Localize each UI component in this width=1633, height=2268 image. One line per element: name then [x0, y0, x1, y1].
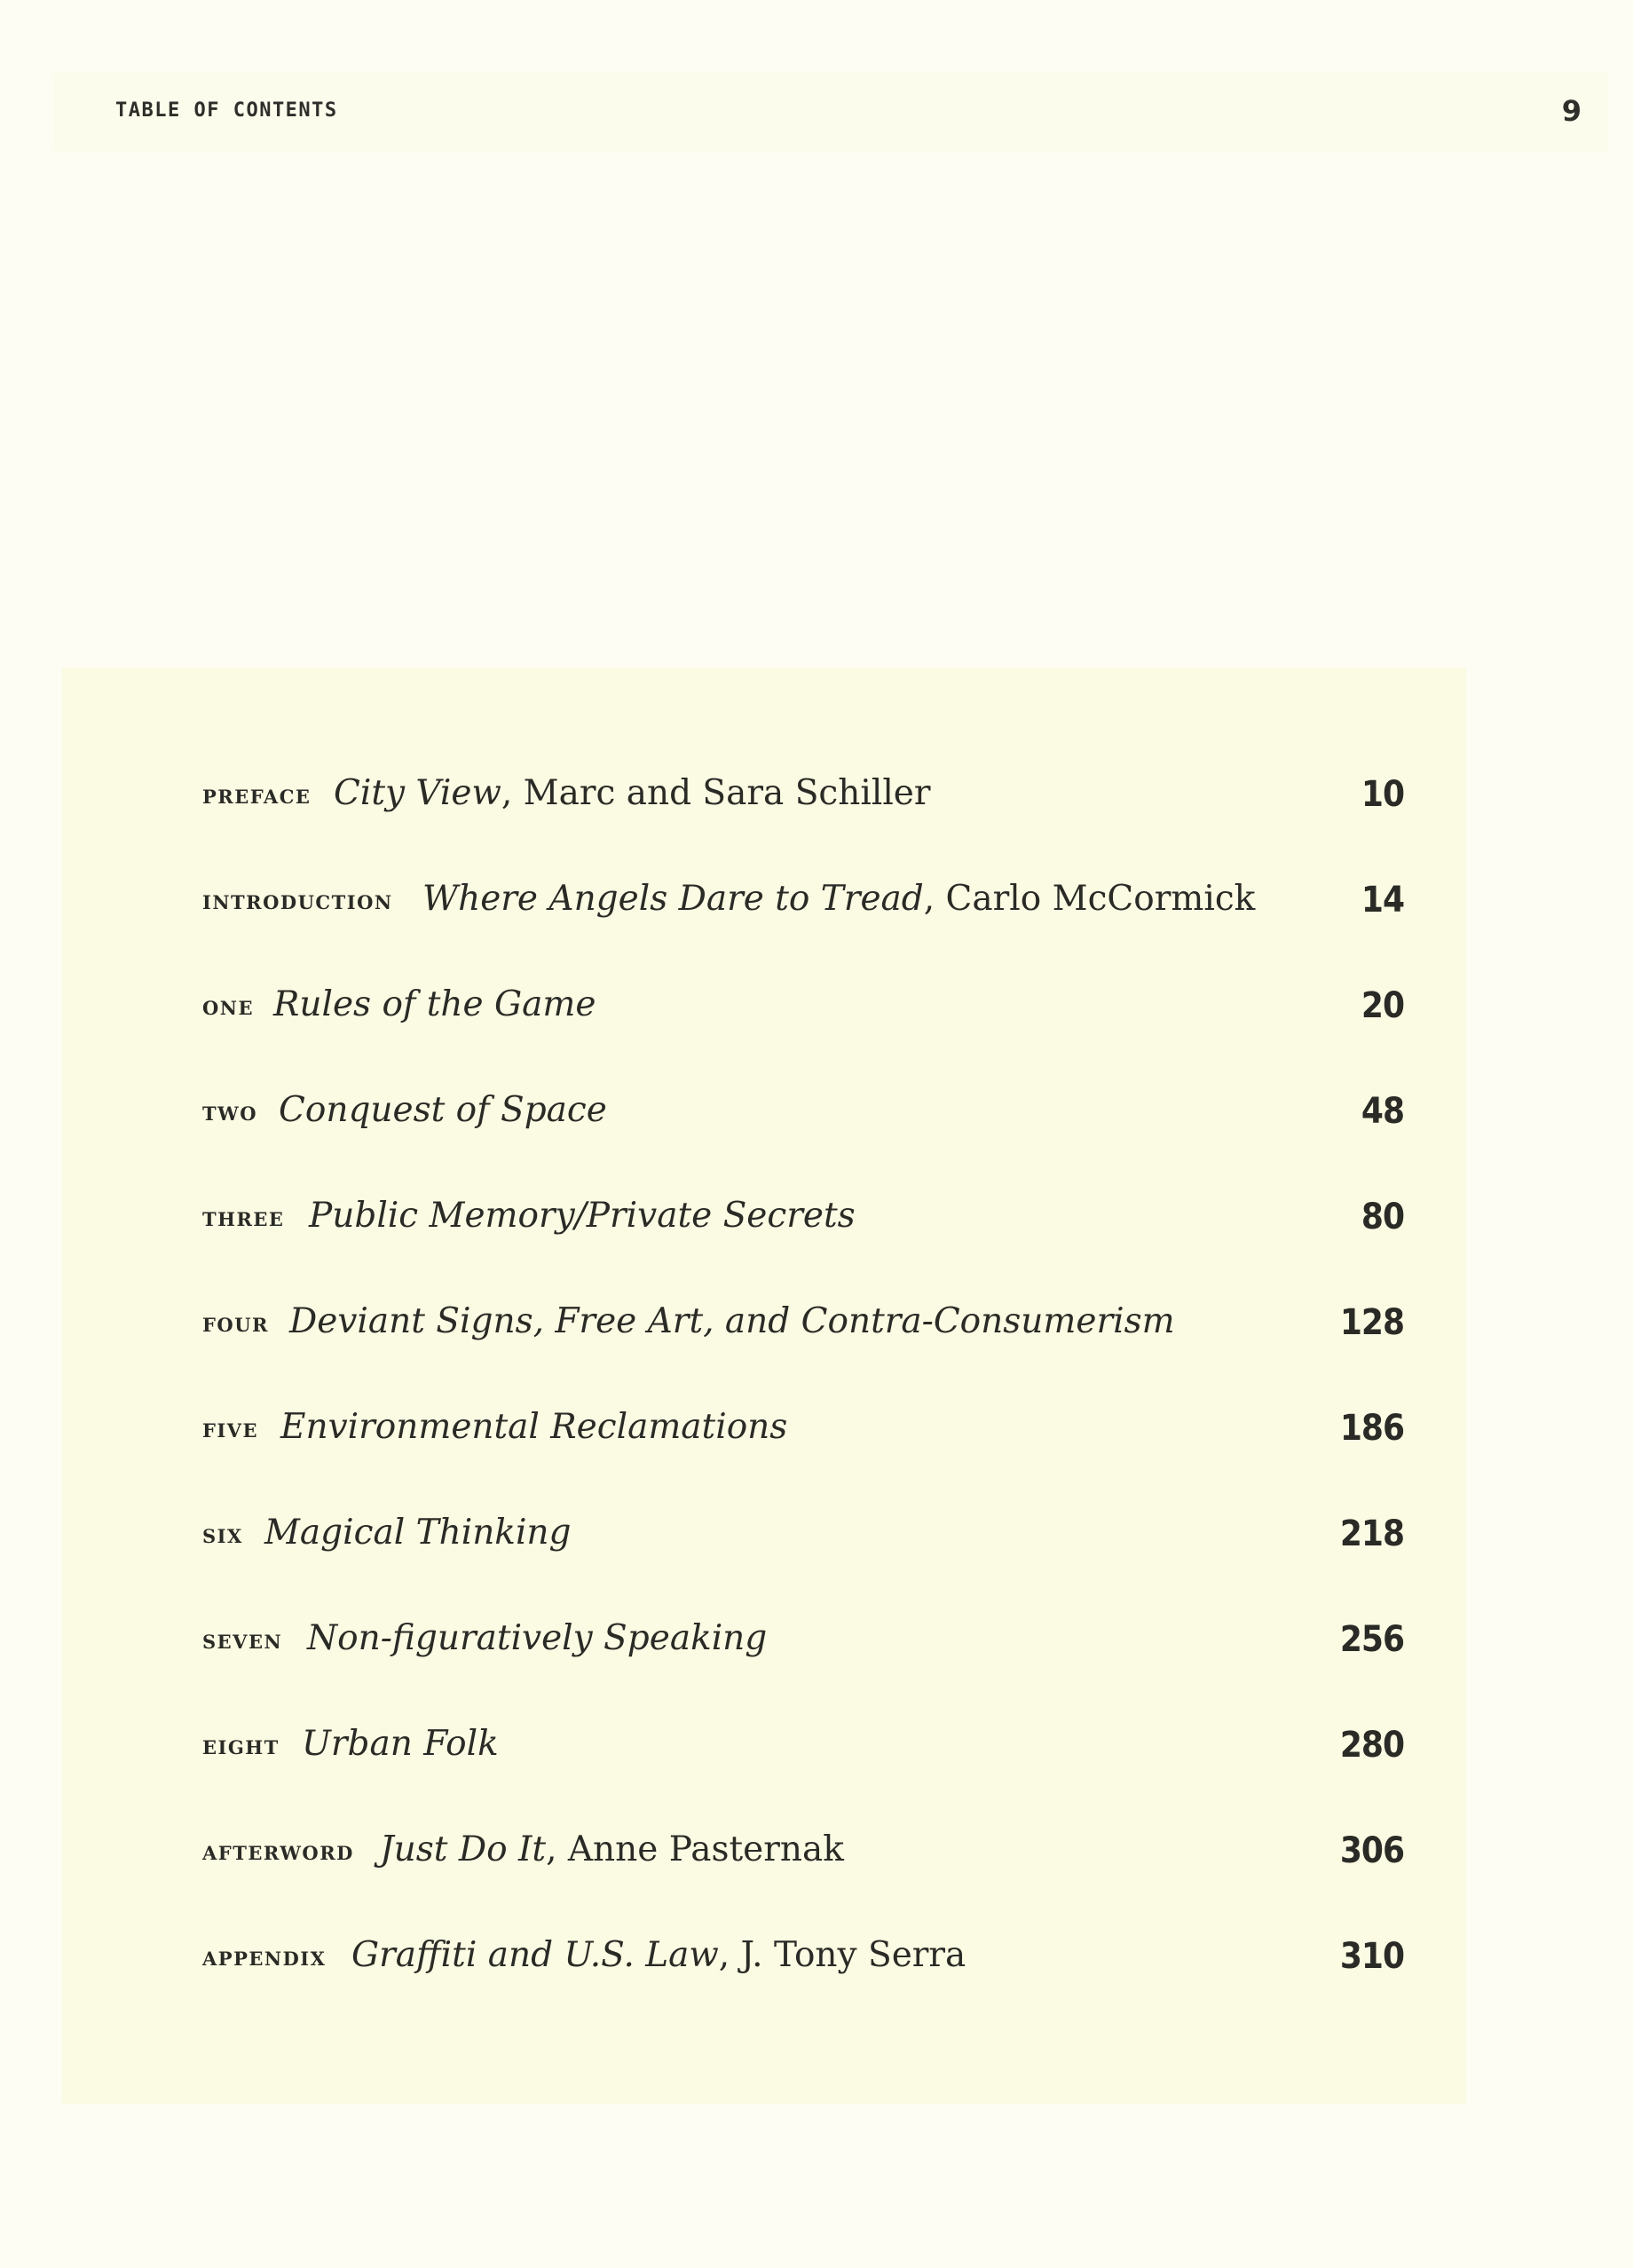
entry-page-number: 48 — [1361, 1091, 1404, 1132]
entry-label: APPENDIX — [202, 1948, 327, 1970]
entry-author: , J. Tony Serra — [718, 1935, 966, 1975]
entry-title: Where Angels Dare to Tread — [422, 879, 924, 919]
entry-text — [307, 1618, 767, 1658]
entry-text — [334, 773, 931, 813]
toc-entry-four[interactable] — [202, 1284, 1404, 1355]
toc-entry-five[interactable] — [202, 1390, 1404, 1461]
entry-label: FIVE — [202, 1419, 259, 1442]
entry-text — [422, 879, 1255, 919]
entry-label: TWO — [202, 1102, 258, 1125]
entry-label: AFTERWORD — [202, 1842, 354, 1864]
entry-text — [273, 984, 596, 1024]
entry-text — [380, 1829, 844, 1869]
toc-entry-two[interactable] — [202, 1073, 1404, 1144]
entry-text — [279, 1090, 607, 1130]
entry-page-number: 310 — [1339, 1936, 1404, 1977]
entry-title: Conquest of Space — [279, 1090, 607, 1130]
entry-author: , Marc and Sara Schiller — [501, 773, 931, 813]
page-number: 9 — [1561, 94, 1582, 128]
entry-title: Magical Thinking — [264, 1513, 572, 1553]
entry-text — [309, 1196, 856, 1236]
entry-title: Environmental Reclamations — [280, 1407, 788, 1447]
entry-text — [351, 1935, 966, 1975]
entry-label: ONE — [202, 997, 254, 1019]
entry-label: THREE — [202, 1208, 285, 1230]
toc-entry-afterword[interactable] — [202, 1813, 1404, 1884]
entry-page-number: 280 — [1339, 1725, 1404, 1766]
entry-title: Graffiti and U.S. Law — [351, 1935, 719, 1975]
entry-title: Non-figuratively Speaking — [307, 1618, 768, 1658]
entry-label: SEVEN — [202, 1631, 283, 1653]
entry-page-number: 256 — [1339, 1619, 1404, 1660]
toc-entry-introduction[interactable] — [202, 862, 1404, 933]
entry-label: FOUR — [202, 1314, 269, 1336]
entry-title: City View — [334, 773, 501, 813]
toc-entry-three[interactable] — [202, 1179, 1404, 1250]
entry-page-number: 218 — [1339, 1513, 1404, 1554]
toc-entry-seven[interactable] — [202, 1601, 1404, 1672]
toc-entry-eight[interactable] — [202, 1707, 1404, 1778]
entry-page-number: 14 — [1361, 880, 1404, 921]
entry-author: , Anne Pasternak — [546, 1829, 844, 1869]
entry-page-number: 128 — [1339, 1302, 1404, 1343]
toc-entry-one[interactable] — [202, 968, 1404, 1039]
toc-entry-appendix[interactable] — [202, 1918, 1404, 1989]
entry-text — [264, 1513, 572, 1553]
entry-title: Public Memory/Private Secrets — [309, 1196, 856, 1236]
entry-title: Deviant Signs, Free Art, and Contra-Consumerism — [289, 1301, 1175, 1341]
entry-label: PREFACE — [202, 786, 312, 808]
entry-page-number: 20 — [1361, 985, 1404, 1026]
toc-panel — [62, 668, 1466, 2104]
entry-title: Just Do It — [380, 1829, 547, 1869]
entry-text — [289, 1301, 1175, 1341]
toc-entry-preface[interactable] — [202, 756, 1404, 827]
entry-label: INTRODUCTION — [202, 891, 393, 913]
entry-text — [302, 1724, 499, 1764]
entry-page-number: 186 — [1339, 1408, 1404, 1449]
entry-title: Urban Folk — [302, 1724, 499, 1764]
entry-page-number: 80 — [1361, 1197, 1404, 1237]
toc-entry-six[interactable] — [202, 1496, 1404, 1567]
entry-author: , Carlo McCormick — [923, 879, 1256, 919]
running-head: TABLE OF CONTENTS — [115, 99, 338, 122]
entry-title: Rules of the Game — [273, 984, 596, 1024]
entry-page-number: 306 — [1339, 1830, 1404, 1871]
entry-label: EIGHT — [202, 1736, 280, 1758]
entry-page-number: 10 — [1361, 774, 1404, 815]
entry-label: SIX — [202, 1525, 243, 1547]
entry-text — [280, 1407, 787, 1447]
